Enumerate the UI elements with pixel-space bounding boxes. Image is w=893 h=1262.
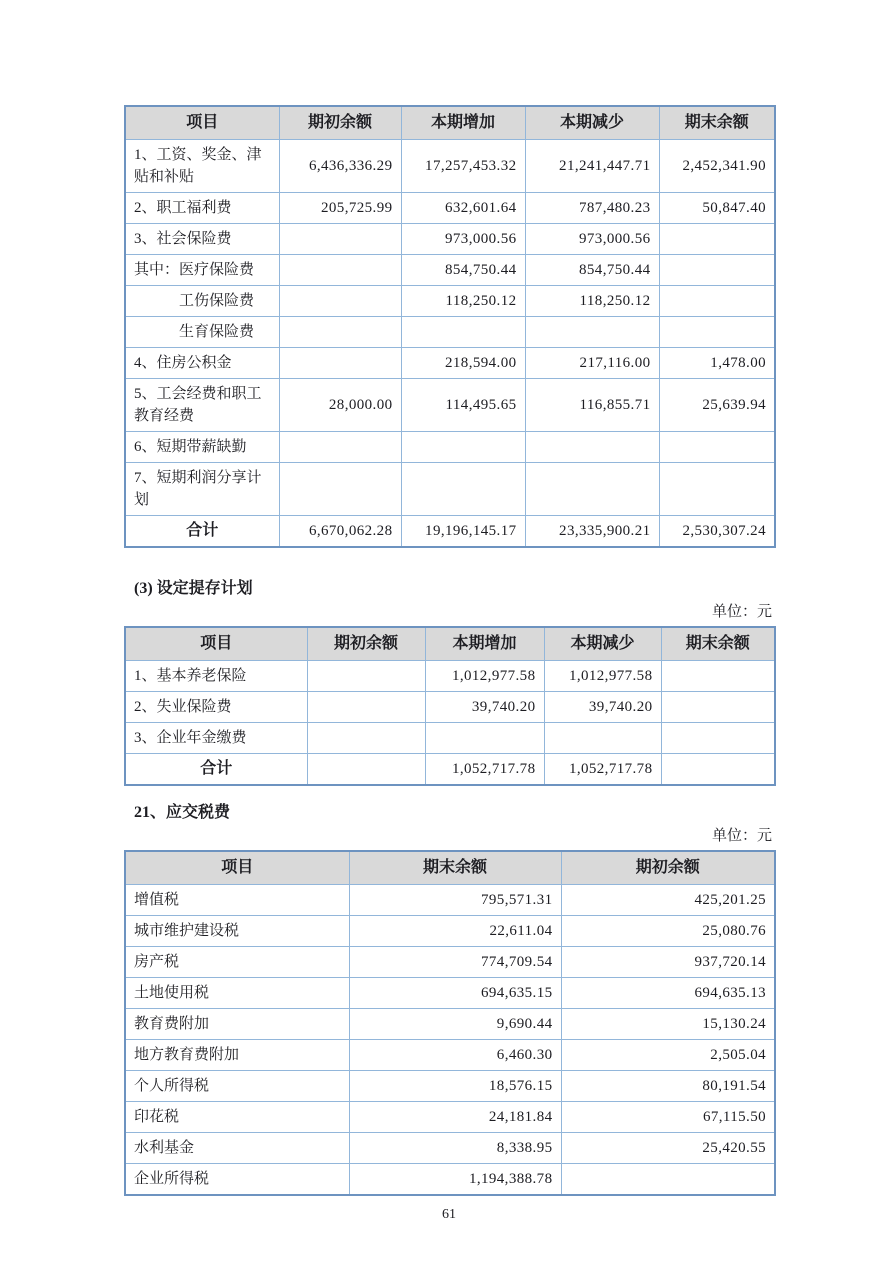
section-title-defined-contribution-plan: (3) 设定提存计划	[134, 580, 253, 597]
opening-balance-cell	[279, 286, 401, 317]
closing-balance-cell	[661, 723, 775, 754]
increase-cell	[401, 317, 525, 348]
column-header-increase: 本期增加	[401, 106, 525, 140]
increase-cell: 114,495.65	[401, 379, 525, 432]
opening-balance-cell	[279, 224, 401, 255]
closing-balance-cell: 694,635.15	[349, 978, 561, 1009]
column-header-closing-balance: 期末余额	[349, 851, 561, 885]
decrease-cell: 854,750.44	[525, 255, 659, 286]
opening-balance-cell	[279, 463, 401, 516]
opening-balance-cell: 28,000.00	[279, 379, 401, 432]
closing-balance-cell	[659, 432, 775, 463]
closing-balance-cell: 774,709.54	[349, 947, 561, 978]
closing-balance-cell: 2,530,307.24	[659, 516, 775, 548]
total-label-cell: 合计	[125, 754, 307, 786]
opening-balance-cell	[279, 255, 401, 286]
opening-balance-cell	[307, 754, 425, 786]
closing-balance-cell	[659, 317, 775, 348]
decrease-cell: 118,250.12	[525, 286, 659, 317]
opening-balance-cell: 6,436,336.29	[279, 140, 401, 193]
table-row	[125, 463, 775, 516]
item-label-cell: 3、社会保险费	[125, 224, 279, 255]
table-header-row	[125, 106, 775, 140]
opening-balance-cell: 80,191.54	[561, 1071, 775, 1102]
item-label-cell: 1、基本养老保险	[125, 661, 307, 692]
closing-balance-cell	[659, 463, 775, 516]
column-header-item: 项目	[125, 851, 349, 885]
opening-balance-cell	[561, 1164, 775, 1196]
increase-cell: 218,594.00	[401, 348, 525, 379]
decrease-cell: 1,052,717.78	[544, 754, 661, 786]
column-header-decrease: 本期减少	[544, 627, 661, 661]
decrease-cell	[525, 317, 659, 348]
employee-benefits-table	[124, 105, 776, 548]
decrease-cell: 116,855.71	[525, 379, 659, 432]
opening-balance-cell: 25,080.76	[561, 916, 775, 947]
table-row	[125, 224, 775, 255]
decrease-cell: 39,740.20	[544, 692, 661, 723]
increase-cell: 632,601.64	[401, 193, 525, 224]
item-label-cell: 生育保险费	[125, 317, 279, 348]
table-row	[125, 348, 775, 379]
table-row	[125, 692, 775, 723]
opening-balance-cell	[307, 692, 425, 723]
opening-balance-cell: 25,420.55	[561, 1133, 775, 1164]
increase-cell: 973,000.56	[401, 224, 525, 255]
page-number: 61	[442, 1207, 456, 1222]
closing-balance-cell: 1,478.00	[659, 348, 775, 379]
total-label-cell: 合计	[125, 516, 279, 548]
column-header-closing-balance: 期末余额	[659, 106, 775, 140]
opening-balance-cell: 937,720.14	[561, 947, 775, 978]
item-label-cell: 7、短期利润分享计划	[125, 463, 279, 516]
opening-balance-cell	[279, 432, 401, 463]
table-row	[125, 140, 775, 193]
opening-balance-cell: 15,130.24	[561, 1009, 775, 1040]
table-row	[125, 978, 775, 1009]
increase-cell: 19,196,145.17	[401, 516, 525, 548]
table-row	[125, 317, 775, 348]
item-label-cell: 4、住房公积金	[125, 348, 279, 379]
opening-balance-cell: 67,115.50	[561, 1102, 775, 1133]
decrease-cell	[525, 432, 659, 463]
item-label-cell: 教育费附加	[125, 1009, 349, 1040]
item-label-cell: 2、职工福利费	[125, 193, 279, 224]
closing-balance-cell	[659, 224, 775, 255]
increase-cell	[425, 723, 544, 754]
decrease-cell	[544, 723, 661, 754]
item-label-cell: 房产税	[125, 947, 349, 978]
opening-balance-cell: 694,635.13	[561, 978, 775, 1009]
decrease-cell: 1,012,977.58	[544, 661, 661, 692]
table-row	[125, 947, 775, 978]
item-label-cell: 个人所得税	[125, 1071, 349, 1102]
increase-cell: 17,257,453.32	[401, 140, 525, 193]
closing-balance-cell	[661, 661, 775, 692]
decrease-cell: 21,241,447.71	[525, 140, 659, 193]
column-header-opening-balance: 期初余额	[561, 851, 775, 885]
closing-balance-cell: 6,460.30	[349, 1040, 561, 1071]
section-title-taxes-payable: 21、应交税费	[134, 804, 231, 821]
decrease-cell: 217,116.00	[525, 348, 659, 379]
closing-balance-cell	[659, 286, 775, 317]
opening-balance-cell	[307, 723, 425, 754]
table-row	[125, 1040, 775, 1071]
table-row	[125, 1071, 775, 1102]
item-label-cell: 土地使用税	[125, 978, 349, 1009]
item-label-cell: 5、工会经费和职工教育经费	[125, 379, 279, 432]
opening-balance-cell: 205,725.99	[279, 193, 401, 224]
opening-balance-cell	[279, 348, 401, 379]
closing-balance-cell: 24,181.84	[349, 1102, 561, 1133]
opening-balance-cell: 2,505.04	[561, 1040, 775, 1071]
increase-cell: 1,052,717.78	[425, 754, 544, 786]
closing-balance-cell	[661, 692, 775, 723]
closing-balance-cell: 25,639.94	[659, 379, 775, 432]
closing-balance-cell: 1,194,388.78	[349, 1164, 561, 1196]
increase-cell: 854,750.44	[401, 255, 525, 286]
column-header-decrease: 本期减少	[525, 106, 659, 140]
opening-balance-cell	[307, 661, 425, 692]
unit-label: 单位：元	[711, 828, 772, 844]
document-page	[124, 0, 774, 1224]
opening-balance-cell: 425,201.25	[561, 885, 775, 916]
table-row	[125, 379, 775, 432]
table-row	[125, 432, 775, 463]
table-header-row	[125, 851, 775, 885]
item-label-cell: 3、企业年金缴费	[125, 723, 307, 754]
table-row	[125, 1102, 775, 1133]
closing-balance-cell: 2,452,341.90	[659, 140, 775, 193]
item-label-cell: 其中：医疗保险费	[125, 255, 279, 286]
table-row	[125, 255, 775, 286]
increase-cell: 118,250.12	[401, 286, 525, 317]
table-row	[125, 1133, 775, 1164]
column-header-increase: 本期增加	[425, 627, 544, 661]
column-header-opening-balance: 期初余额	[279, 106, 401, 140]
decrease-cell: 23,335,900.21	[525, 516, 659, 548]
column-header-closing-balance: 期末余额	[661, 627, 775, 661]
table-row	[125, 1164, 775, 1196]
item-label-cell: 工伤保险费	[125, 286, 279, 317]
item-label-cell: 2、失业保险费	[125, 692, 307, 723]
table-row	[125, 193, 775, 224]
decrease-cell: 787,480.23	[525, 193, 659, 224]
closing-balance-cell: 8,338.95	[349, 1133, 561, 1164]
table-row	[125, 661, 775, 692]
taxes-payable-table	[124, 850, 776, 1196]
item-label-cell: 6、短期带薪缺勤	[125, 432, 279, 463]
column-header-opening-balance: 期初余额	[307, 627, 425, 661]
closing-balance-cell	[661, 754, 775, 786]
item-label-cell: 1、工资、奖金、津贴和补贴	[125, 140, 279, 193]
opening-balance-cell	[279, 317, 401, 348]
column-header-item: 项目	[125, 106, 279, 140]
column-header-item: 项目	[125, 627, 307, 661]
increase-cell	[401, 432, 525, 463]
closing-balance-cell: 22,611.04	[349, 916, 561, 947]
decrease-cell	[525, 463, 659, 516]
closing-balance-cell: 795,571.31	[349, 885, 561, 916]
item-label-cell: 印花税	[125, 1102, 349, 1133]
increase-cell: 39,740.20	[425, 692, 544, 723]
table-row	[125, 1009, 775, 1040]
item-label-cell: 城市维护建设税	[125, 916, 349, 947]
table-row	[125, 885, 775, 916]
table-total-row	[125, 516, 775, 548]
increase-cell: 1,012,977.58	[425, 661, 544, 692]
closing-balance-cell: 9,690.44	[349, 1009, 561, 1040]
item-label-cell: 水利基金	[125, 1133, 349, 1164]
item-label-cell: 地方教育费附加	[125, 1040, 349, 1071]
decrease-cell: 973,000.56	[525, 224, 659, 255]
table-row	[125, 916, 775, 947]
closing-balance-cell: 18,576.15	[349, 1071, 561, 1102]
unit-label: 单位：元	[711, 604, 772, 620]
item-label-cell: 增值税	[125, 885, 349, 916]
table-header-row	[125, 627, 775, 661]
table-total-row	[125, 754, 775, 786]
item-label-cell: 企业所得税	[125, 1164, 349, 1196]
closing-balance-cell	[659, 255, 775, 286]
opening-balance-cell: 6,670,062.28	[279, 516, 401, 548]
defined-contribution-plan-table	[124, 626, 776, 786]
closing-balance-cell: 50,847.40	[659, 193, 775, 224]
increase-cell	[401, 463, 525, 516]
table-row	[125, 286, 775, 317]
table-row	[125, 723, 775, 754]
